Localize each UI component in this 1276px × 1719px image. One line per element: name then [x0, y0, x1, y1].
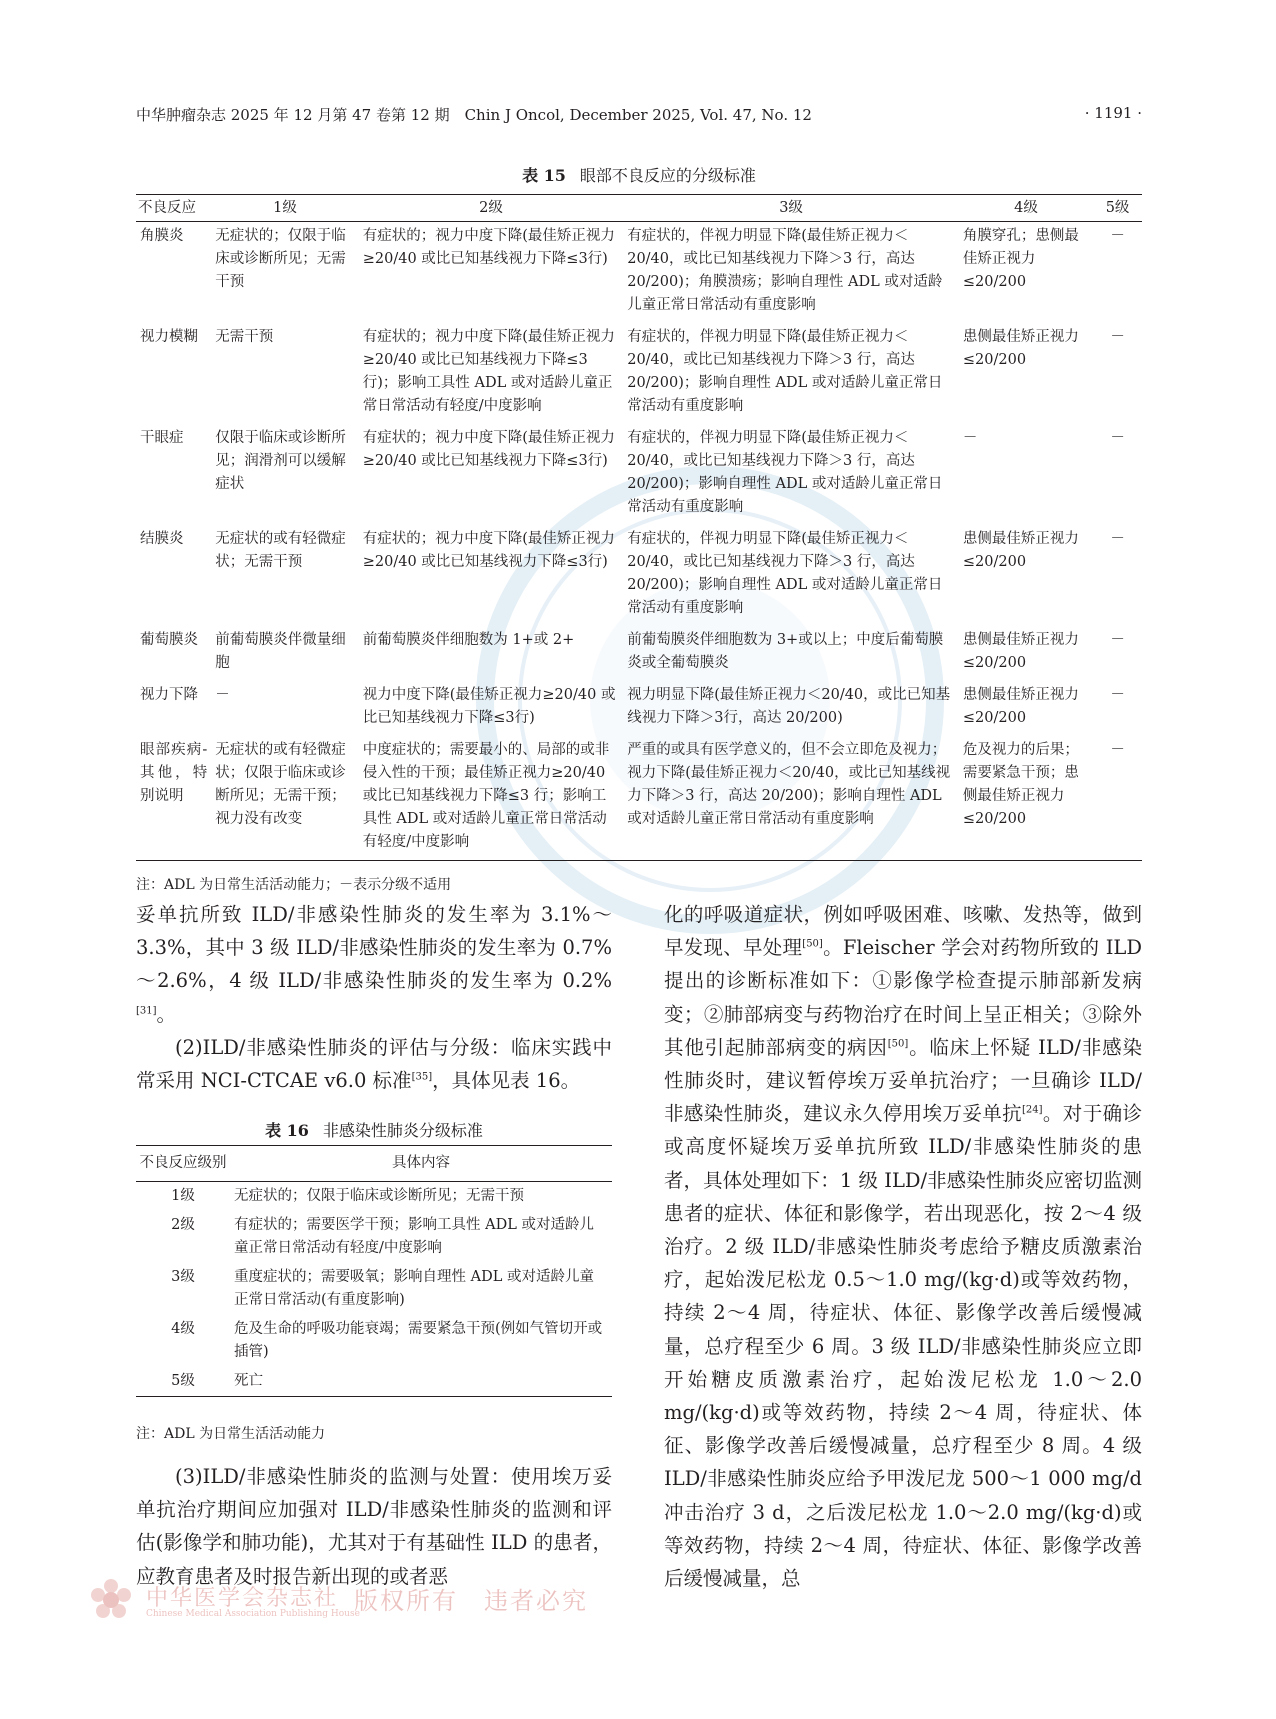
table15-header: 不良反应: [136, 195, 211, 222]
table-cell: 视力中度下降(最佳矫正视力≥20/40 或比已知基线视力下降≤3行): [362, 687, 616, 726]
table-cell: 5级: [136, 1367, 230, 1397]
table-cell: 有症状的；需要医学干预；影响工具性 ADL 或对适龄儿童正常日常活动有轻度/中度影响: [234, 1217, 594, 1256]
flower-logo-icon: [86, 1577, 136, 1623]
copyright-notice: 版权所有 违者必究: [354, 1587, 588, 1615]
paragraph: 妥单抗所致 ILD/非感染性肺炎的发生率为 3.1%～3.3%，其中 3 级 ILD/非感染性肺炎的发生率为 0.7%～2.6%，4 级 ILD/非感染性肺炎的发生率为 0.2%[31]。: [136, 903, 612, 1026]
table-cell: －: [1110, 329, 1125, 345]
table-cell: 严重的或具有医学意义的，但不会立即危及视力；视力下降(最佳矫正视力＜20/40，或比已知基线视力下降＞3 行，高达 20/200)；影响自理性 ADL 或对适龄儿童正常日常活动有重度影响: [623, 736, 959, 861]
right-column: [664, 898, 1142, 1595]
publisher-name: 中华医学会杂志社: [146, 1586, 339, 1611]
table-cell: 患侧最佳矫正视力≤20/200: [962, 687, 1079, 726]
table-cell: 视力模糊: [140, 329, 198, 345]
citation-ref[interactable]: [24]: [1022, 1104, 1043, 1116]
table-cell: －: [1110, 687, 1125, 703]
table-cell: 2级: [171, 1217, 195, 1233]
table-cell: 视力明显下降(最佳矫正视力＜20/40，或比已知基线视力下降＞3行，高达 20/200): [627, 687, 951, 726]
table-cell: 眼部疾病-其他，特别说明: [136, 736, 211, 861]
citation-ref[interactable]: [50]: [887, 1038, 909, 1050]
left-column-bottom: [136, 1460, 612, 1593]
table-cell: －: [1093, 736, 1142, 861]
table-cell: 葡萄膜炎: [140, 632, 198, 648]
table-cell: 1级: [171, 1188, 195, 1204]
table16-caption: [136, 1118, 612, 1141]
table-cell: 前葡萄膜炎伴细胞数为 3+或以上；中度后葡萄膜炎或全葡萄膜炎: [627, 632, 944, 671]
table16-label: 表 16: [265, 1121, 309, 1140]
table-cell: 3级: [171, 1269, 195, 1285]
paragraph: (2)ILD/非感染性肺炎的评估与分级：临床实践中常采用 NCI-CTCAE v6.0 标准[35]，具体见表 16。: [136, 1035, 612, 1093]
table-cell: －: [1110, 531, 1125, 547]
table-cell: 角膜炎: [140, 228, 184, 244]
table-cell: 无症状的；仅限于临床或诊断所见；无需干预: [215, 228, 346, 290]
table-cell: 有症状的，伴视力明显下降(最佳矫正视力＜20/40，或比已知基线视力下降＞3 行，高达 20/200)；影响自理性 ADL 或对适龄儿童正常日常活动有重度影响: [627, 329, 943, 414]
paragraph: (3)ILD/非感染性肺炎的监测与处置：使用埃万妥单抗治疗期间应加强对 ILD/非感染性肺炎的监测和评估(影像学和肺功能)，尤其对于有基础性 ILD 的患者，应教育患者及时报告新出现的或者恶: [136, 1465, 612, 1588]
table-cell: 有症状的；视力中度下降(最佳矫正视力≥20/40 或比已知基线视力下降≤3行): [362, 430, 615, 469]
table-row: [136, 424, 1142, 525]
table16-title: 非感染性肺炎分级标准: [322, 1121, 483, 1140]
table16-header: 具体内容: [230, 1146, 612, 1182]
table15-header: 1级: [211, 195, 358, 222]
journal-citation: 中华肿瘤杂志 2025 年 12 月第 47 卷第 12 期 Chin J Oncol, December 2025, Vol. 47, No. 12: [136, 106, 812, 124]
table-cell: 无症状的；仅限于临床或诊断所见；无需干预: [234, 1188, 524, 1204]
table-cell: 视力下降: [140, 687, 198, 703]
table-cell: 仅限于临床或诊断所见；润滑剂可以缓解症状: [215, 430, 346, 492]
citation-ref[interactable]: [35]: [411, 1071, 433, 1083]
table-row: [136, 222, 1142, 324]
table-cell: 无需干预: [215, 329, 274, 345]
table-row: [136, 525, 1142, 626]
table15-header: 4级: [959, 195, 1093, 222]
table-cell: 有症状的；视力中度下降(最佳矫正视力≥20/40 或比已知基线视力下降≤3行): [362, 531, 615, 570]
table-cell: 有症状的；视力中度下降(最佳矫正视力≥20/40 或比已知基线视力下降≤3行): [362, 228, 615, 267]
table-cell: 患侧最佳矫正视力≤20/200: [962, 531, 1079, 570]
table-row: [136, 323, 1142, 424]
citation-ref[interactable]: [31]: [136, 1005, 157, 1017]
table-cell: 死亡: [230, 1367, 612, 1397]
table-cell: 有症状的，伴视力明显下降(最佳矫正视力＜20/40，或比已知基线视力下降＞3 行，高达 20/200)；角膜溃疡；影响自理性 ADL 或对适龄儿童正常日常活动有重度影响: [627, 228, 943, 313]
table-cell: －: [215, 687, 230, 703]
running-header: [136, 104, 1142, 128]
paragraph: 化的呼吸道症状，例如呼吸困难、咳嗽、发热等，做到早发现、早处理[50]。Fleischer 学会对药物所致的 ILD 提出的诊断标准如下：①影像学检查提示肺部新发病变；②肺部病变与药物治疗在时间上呈正相关；③除外其他引起肺部病变的病因[50]。临床上怀疑 ILD/非感染性肺炎时，建议暂停埃万妥单抗治疗；一旦确诊 ILD/非感染性肺炎，建议永久停用埃万妥单抗[24]。对于确诊或高度怀疑埃万妥单抗所致 ILD/非感染性肺炎的患者，具体处理如下：1 级 ILD/非感染性肺炎应密切监测患者的症状、体征和影像学，若出现恶化，按 2～4 级治疗。2 级 ILD/非感染性肺炎考虑给予糖皮质激素治疗，起始泼尼松龙 0.5～1.0 mg/(kg·d)或等效药物，持续 2～4 周，待症状、体征、影像学改善后缓慢减量，总疗程至少 6 周。3 级 ILD/非感染性肺炎应立即开始糖皮质激素治疗，起始泼尼松龙 1.0～2.0 mg/(kg·d)或等效药物，持续 2～4 周，待症状、体征、影像学改善后缓慢减量，总疗程至少 8 周。4 级 ILD/非感染性肺炎应给予甲泼尼龙 500～1 000 mg/d 冲击治疗 3 d，之后泼尼松龙 1.0～2.0 mg/(kg·d)或等效药物，持续 2～4 周，待症状、体征、影像学改善后缓慢减量，总: [664, 903, 1142, 1591]
table-row: [136, 681, 1142, 736]
table-cell: 前葡萄膜炎伴微量细胞: [215, 632, 346, 671]
table15-label: 表 15: [522, 166, 566, 185]
table-cell: 无症状的或有轻微症状；无需干预: [215, 531, 346, 570]
table-cell: －: [1110, 430, 1125, 446]
table16-header-row: [136, 1146, 612, 1182]
table-row: [136, 1211, 612, 1263]
table-cell: 有症状的；视力中度下降(最佳矫正视力≥20/40 或比已知基线视力下降≤3行)；影响工具性 ADL 或对适龄儿童正常日常活动有轻度/中度影响: [362, 329, 615, 414]
table-cell: －: [1110, 632, 1125, 648]
table15-header-row: [136, 195, 1142, 222]
table-cell: 中度症状的；需要最小的、局部的或非侵入性的干预；最佳矫正视力≥20/40 或比已知基线视力下降≤3 行；影响工具性 ADL 或对适龄儿童正常日常活动有轻度/中度影响: [359, 736, 623, 861]
table-row: [136, 626, 1142, 681]
table15-caption: [136, 163, 1142, 186]
table-cell: 前葡萄膜炎伴细胞数为 1+或 2+: [362, 632, 575, 648]
table15-title: 眼部不良反应的分级标准: [579, 166, 756, 185]
table-cell: 无症状的或有轻微症状；仅限于临床或诊断所见；无需干预；视力没有改变: [211, 736, 358, 861]
table-row: [136, 736, 1142, 861]
table-cell: －: [1110, 228, 1125, 244]
table-cell: －: [962, 430, 978, 446]
table-row: [136, 1315, 612, 1367]
table-cell: 4级: [171, 1321, 195, 1337]
table16: [136, 1145, 612, 1397]
table-cell: 危及生命的呼吸功能衰竭；需要紧急干预(例如气管切开或插管): [234, 1321, 603, 1360]
table-row: [136, 1367, 612, 1397]
publisher-logo: [86, 1577, 606, 1627]
table-cell: 危及视力的后果；需要紧急干预；患侧最佳矫正视力≤20/200: [959, 736, 1093, 861]
table15-header: 2级: [359, 195, 623, 222]
table15: [136, 194, 1142, 861]
citation-ref[interactable]: [50]: [802, 938, 823, 950]
table-row: [136, 1182, 612, 1212]
publisher-name-en: Chinese Medical Association Publishing House: [146, 1609, 360, 1619]
left-column-top: [136, 898, 612, 1097]
table-cell: 有症状的，伴视力明显下降(最佳矫正视力＜20/40，或比已知基线视力下降＞3 行，高达 20/200)；影响自理性 ADL 或对适龄儿童正常日常活动有重度影响: [627, 430, 943, 515]
table-row: [136, 1263, 612, 1315]
table-cell: 干眼症: [140, 430, 184, 446]
table16-header: 不良反应级别: [136, 1146, 230, 1182]
table-cell: 重度症状的；需要吸氧；影响自理性 ADL 或对适龄儿童正常日常活动(有重度影响): [234, 1269, 594, 1308]
table15-header: 5级: [1093, 195, 1142, 222]
table-cell: 有症状的，伴视力明显下降(最佳矫正视力＜20/40，或比已知基线视力下降＞3 行，高达 20/200)；影响自理性 ADL 或对适龄儿童正常日常活动有重度影响: [627, 531, 943, 616]
table-cell: 角膜穿孔；患侧最佳矫正视力≤20/200: [962, 228, 1079, 290]
table15-header: 3级: [623, 195, 959, 222]
table-cell: 结膜炎: [140, 531, 184, 547]
table-cell: 患侧最佳矫正视力≤20/200: [962, 632, 1079, 671]
table-cell: 患侧最佳矫正视力≤20/200: [962, 329, 1079, 368]
table15-note: 注：ADL 为日常生活活动能力；－表示分级不适用: [136, 877, 452, 893]
page-number: · 1191 ·: [1084, 104, 1142, 122]
table16-note: 注：ADL 为日常生活活动能力: [136, 1426, 326, 1442]
